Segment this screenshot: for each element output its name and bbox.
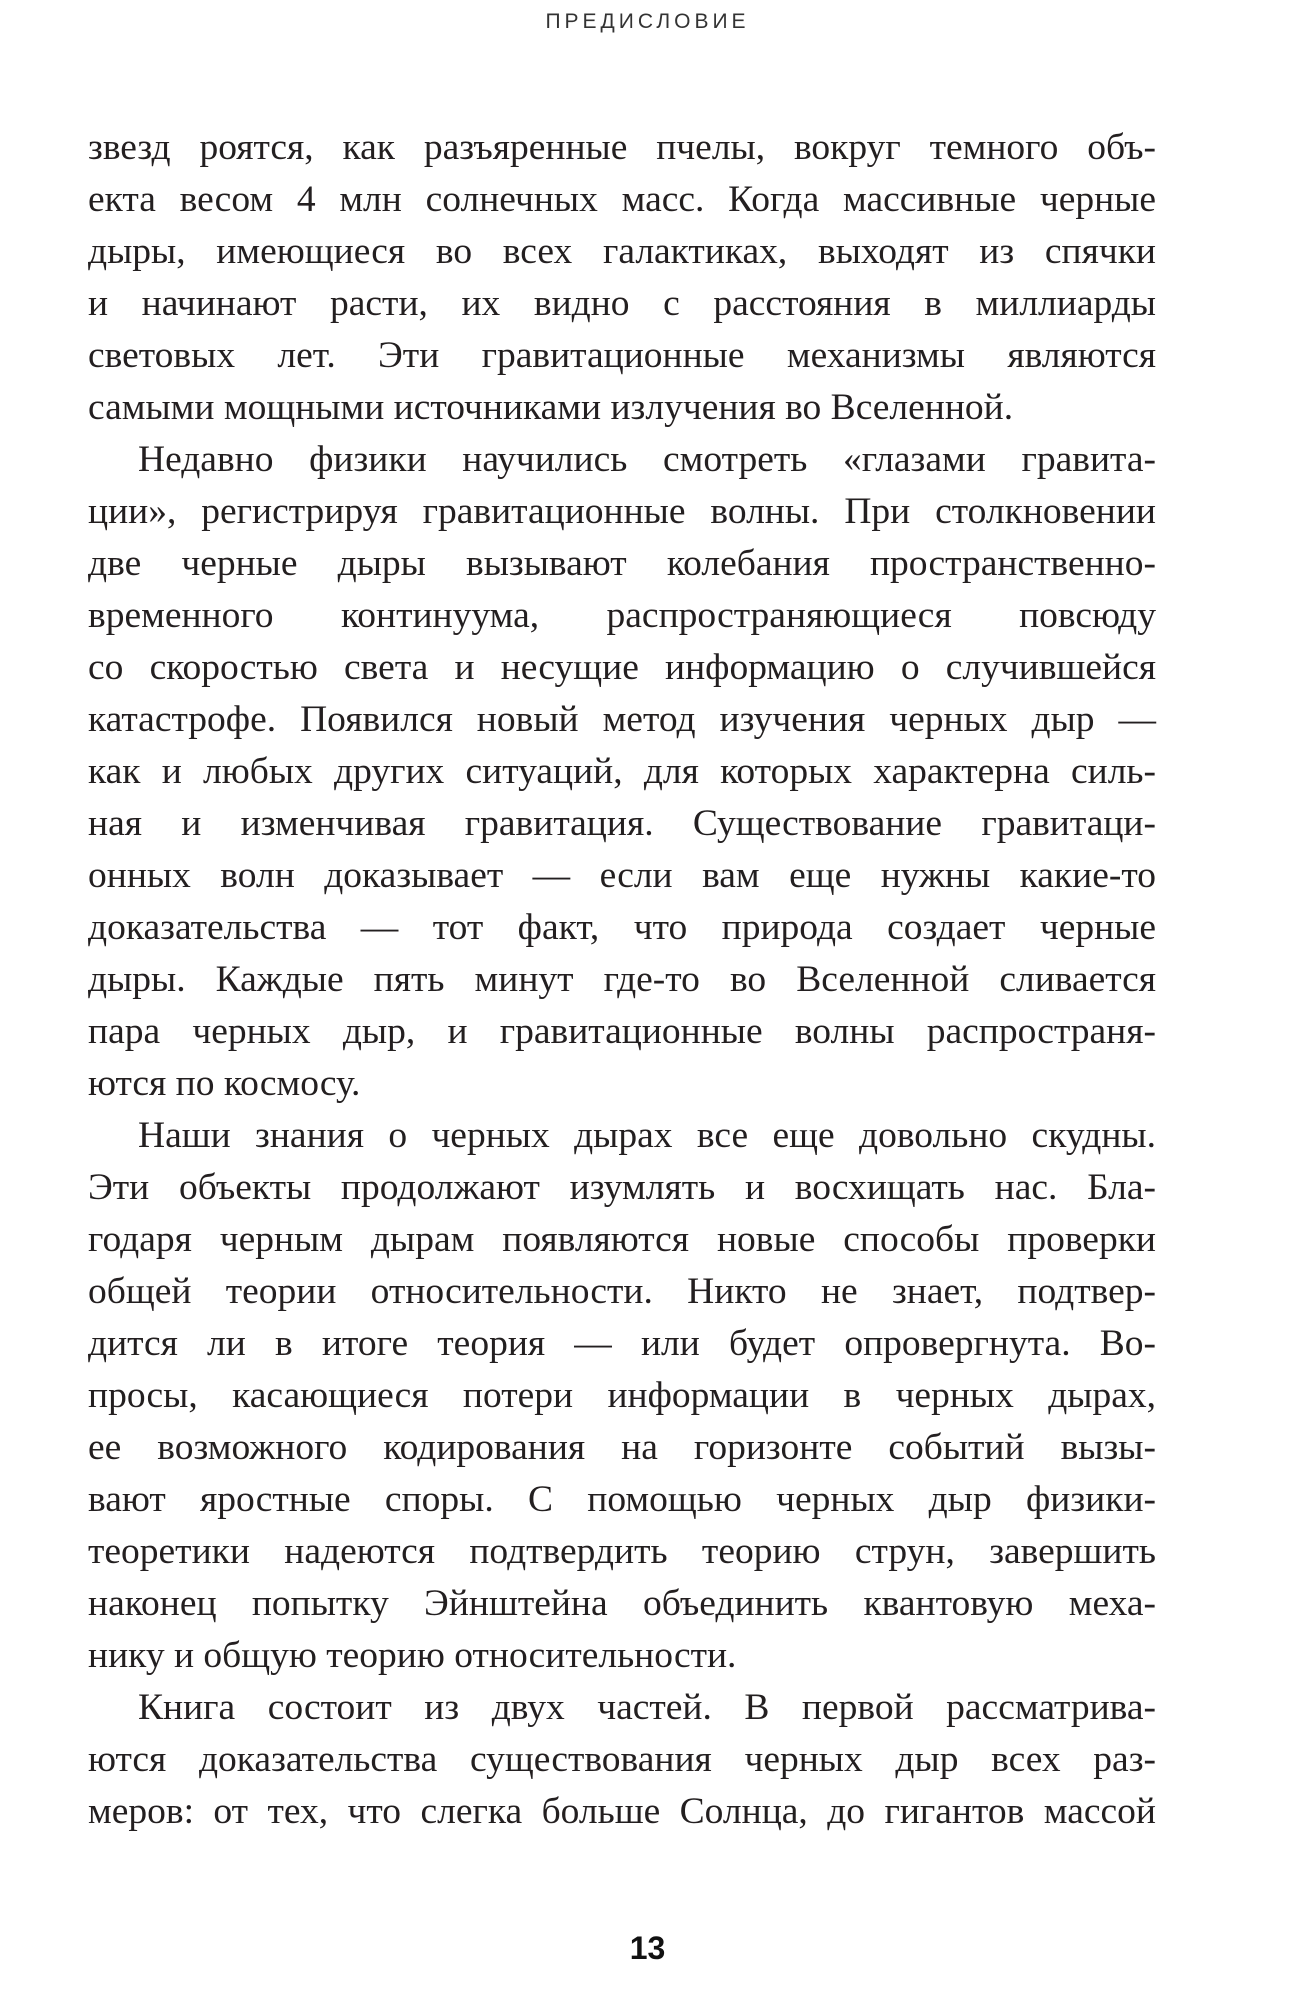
text-line: со скоростью света и несущие информацию о случившейся [88,647,1156,688]
text-line: Эти объекты продолжают изумлять и восхищать нас. Бла- [88,1167,1156,1208]
text-line: самыми мощными источниками излучения во Вселенной. [88,387,1014,428]
text-line: ее возможного кодирования на горизонте событий вызы- [88,1427,1156,1468]
running-head: ПРЕДИСЛОВИЕ [545,10,750,33]
text-line: ются доказательства существования черных дыр всех раз- [88,1739,1156,1780]
text-line: ная и изменчивая гравитация. Существование гравитаци- [88,803,1156,844]
paragraph [88,1110,1156,1682]
text-line: просы, касающиеся потери информации в черных дырах, [88,1375,1156,1416]
text-line: пара черных дыр, и гравитационные волны распространя- [88,1011,1156,1052]
text-line: екта весом 4 млн солнечных масс. Когда массивные черные [88,179,1156,220]
text-line: световых лет. Эти гравитационные механизмы являются [88,335,1156,376]
paragraph [88,122,1156,434]
text-line: как и любых других ситуаций, для которых характерна силь- [88,751,1156,792]
text-line: две черные дыры вызывают колебания пространственно- [88,543,1156,584]
text-line: вают яростные споры. С помощью черных дыр физики- [88,1479,1156,1520]
text-line: звезд роятся, как разъяренные пчелы, вокруг темного объ- [88,127,1156,168]
text-line: дится ли в итоге теория — или будет опровергнута. Во- [88,1323,1156,1364]
page-number: 13 [629,1930,666,1966]
text-line: общей теории относительности. Никто не знает, подтвер- [88,1271,1156,1312]
text-line: доказательства — тот факт, что природа создает черные [88,907,1156,948]
text-line: ции», регистрируя гравитационные волны. При столкновении [88,491,1156,532]
paragraph [88,1682,1156,1838]
text-line: и начинают расти, их видно с расстояния в миллиарды [88,283,1156,324]
text-line: теоретики надеются подтвердить теорию струн, завершить [88,1531,1156,1572]
text-line: дыры, имеющиеся во всех галактиках, выходят из спячки [88,231,1156,272]
text-line: дыры. Каждые пять минут где-то во Вселенной сливается [88,959,1156,1000]
paragraph [88,434,1156,1110]
text-line: временного континуума, распространяющиеся повсюду [88,595,1156,636]
text-line: наконец попытку Эйнштейна объединить квантовую меха- [88,1583,1156,1624]
text-line: меров: от тех, что слегка больше Солнца, до гигантов массой [88,1791,1156,1832]
text-line: Книга состоит из двух частей. В первой рассматрива- [138,1687,1156,1728]
text-line: онных волн доказывает — если вам еще нужны какие-то [88,855,1156,896]
text-line: Наши знания о черных дырах все еще довольно скудны. [138,1115,1156,1156]
text-line: Недавно физики научились смотреть «глазами гравита- [138,439,1156,480]
text-line: нику и общую теорию относительности. [88,1635,737,1676]
text-line: катастрофе. Появился новый метод изучения черных дыр — [88,699,1156,740]
text-line: годаря черным дырам появляются новые способы проверки [88,1219,1156,1260]
text-line: ются по космосу. [88,1063,361,1104]
body-text [88,122,1156,1838]
